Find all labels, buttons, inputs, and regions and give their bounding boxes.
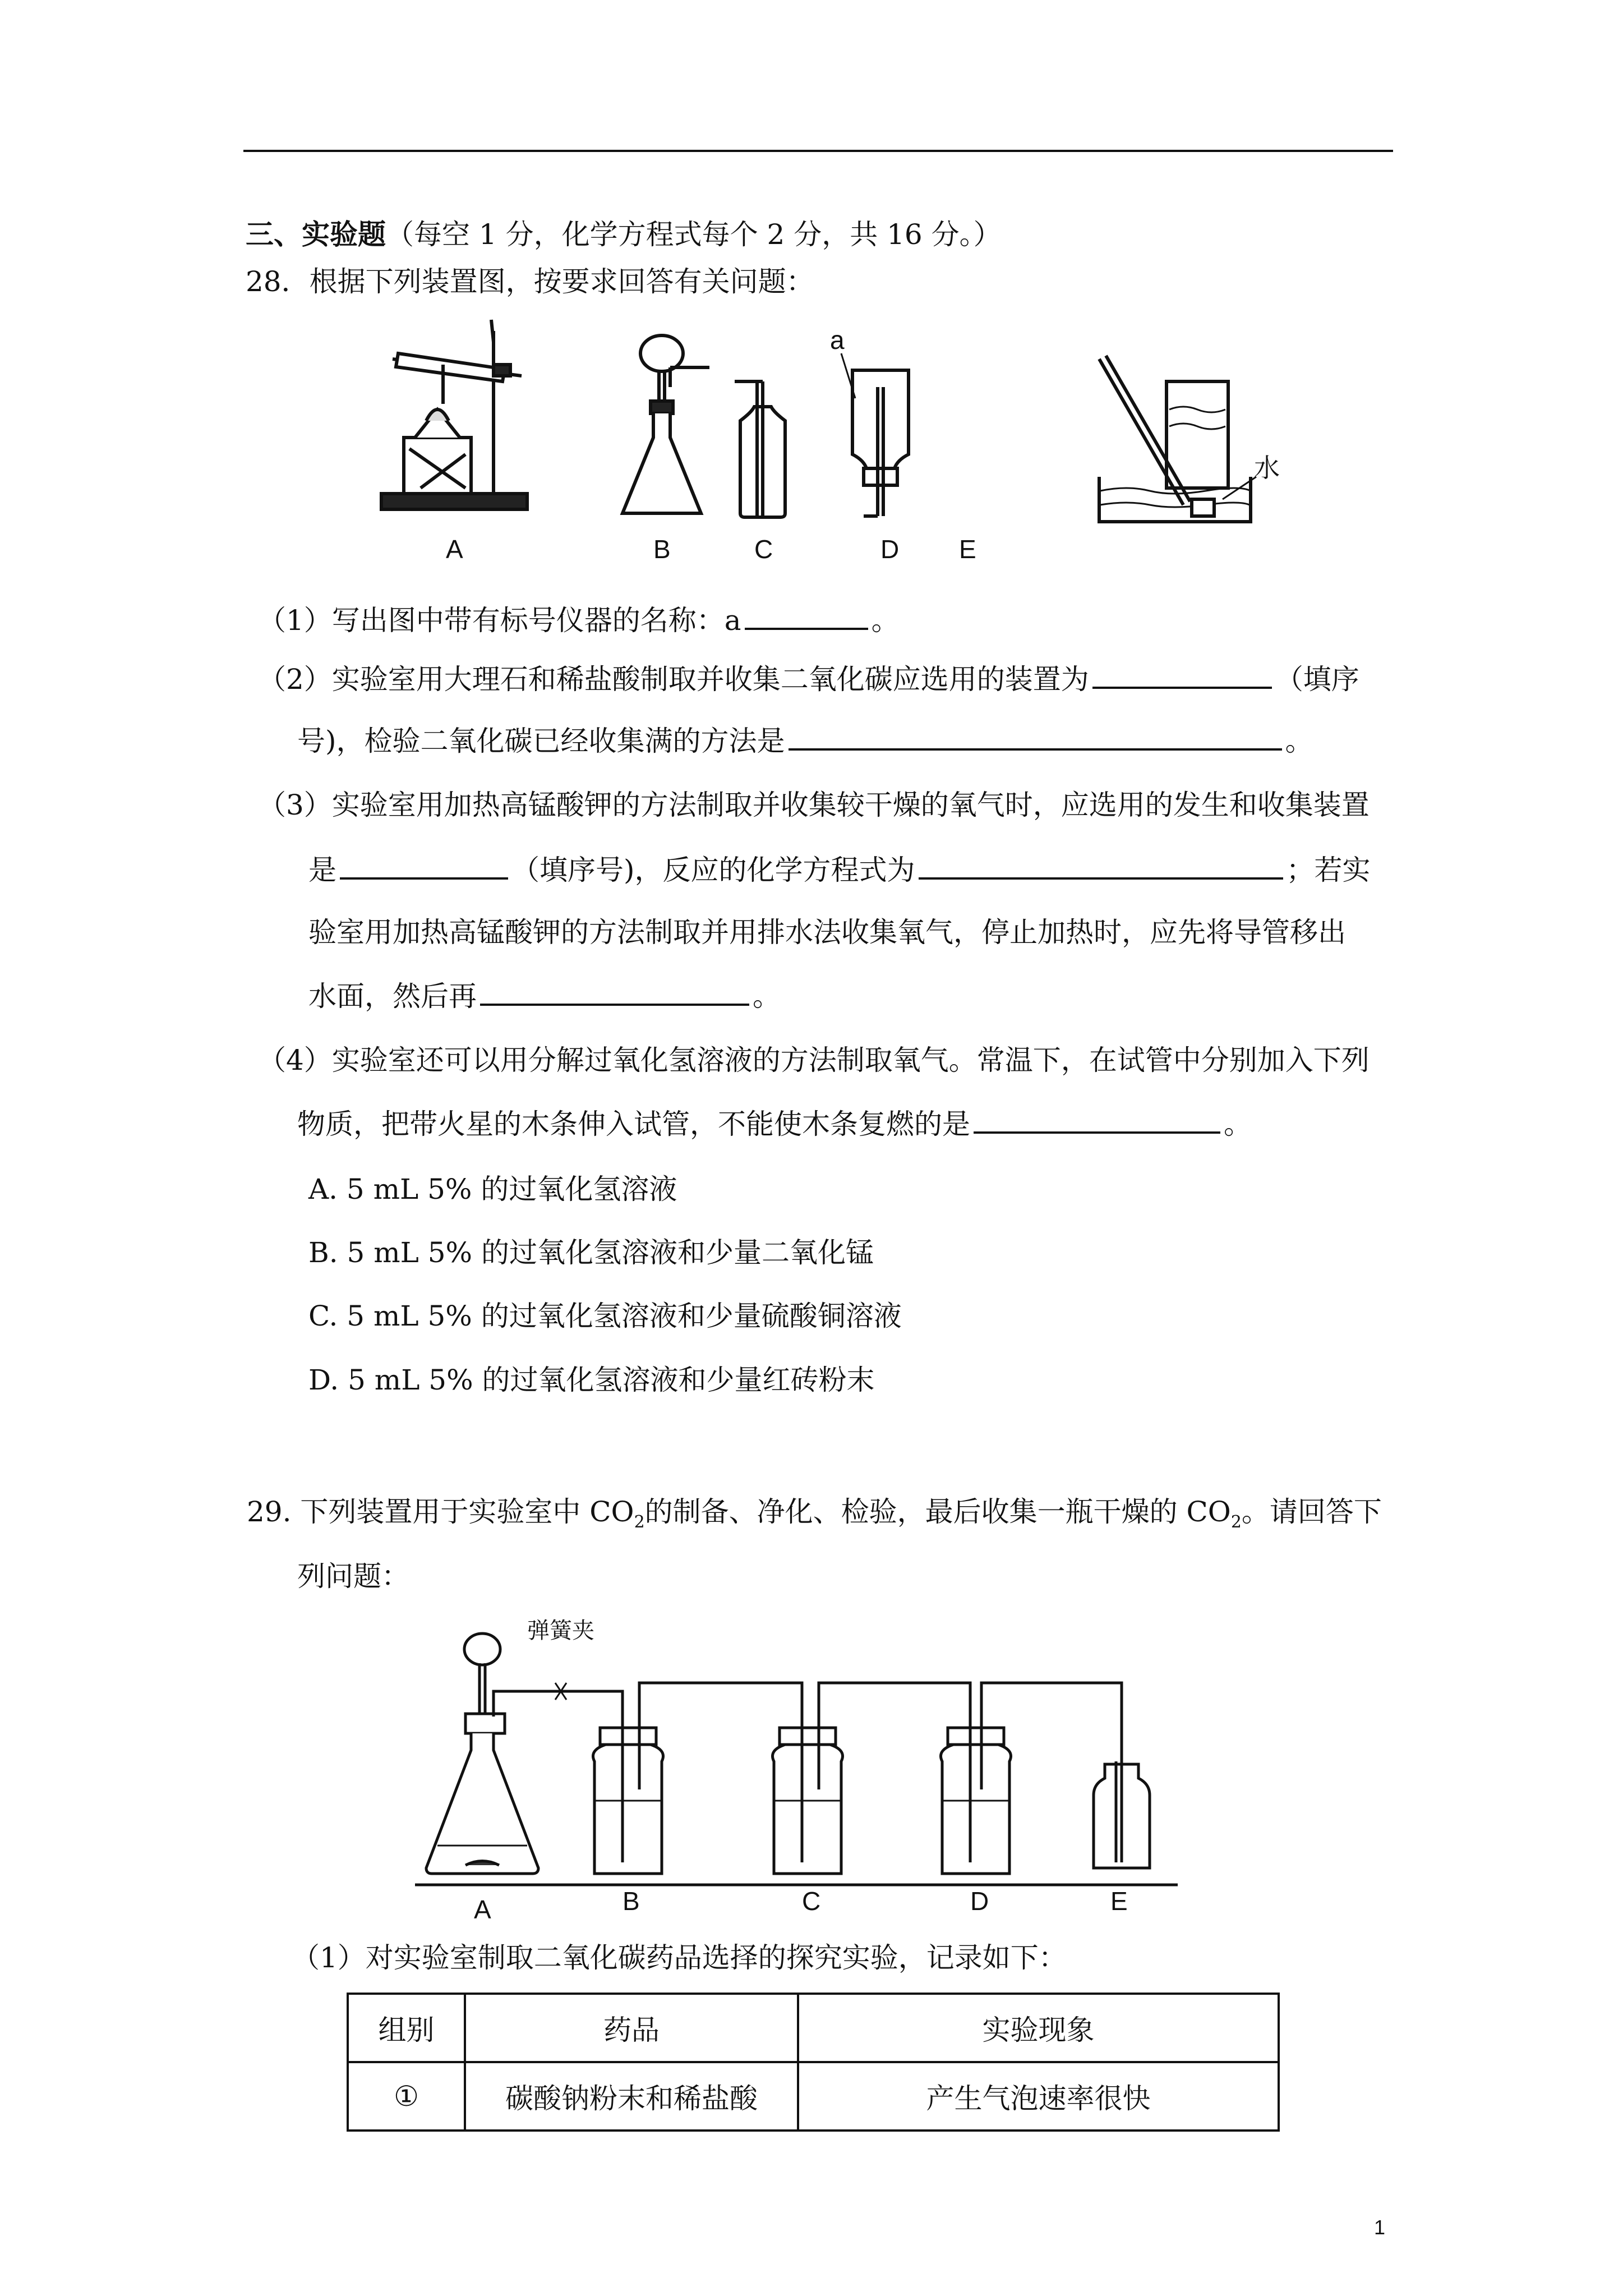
q28-part2-text-b: （填序 <box>1275 663 1359 696</box>
section-note: （每空 1 分，化学方程式每个 2 分，共 16 分。） <box>386 218 1002 251</box>
q28-option-c: C. 5 mL 5% 的过氧化氢溶液和少量硫酸铜溶液 <box>308 1300 902 1332</box>
q28-part3-text-d: ；若实 <box>1286 854 1371 886</box>
q28-part4-end: 。 <box>1224 1108 1252 1140</box>
q29-stem-a: 29. 下列装置用于实验室中 CO <box>247 1496 634 1528</box>
q29-sub-a: 2 <box>634 1512 645 1532</box>
apparatus-d <box>841 353 909 516</box>
table-cell-phenomenon: 产生气泡速率很快 <box>798 2062 1279 2131</box>
apparatus-e <box>1094 337 1284 539</box>
q29-fig-labels <box>474 1887 1128 1924</box>
answer-blank-5[interactable] <box>919 853 1283 880</box>
q29-fig-label-b: B <box>623 1887 640 1916</box>
section-heading <box>246 218 1002 251</box>
table-cell-group: ① <box>348 2062 465 2131</box>
q28-part3-line1: （3）实验室用加热高锰酸钾的方法制取并收集较干燥的氧气时，应选用的发生和收集装置 <box>258 789 1370 821</box>
q29-stem-b: 的制备、净化、检验，最后收集一瓶干燥的 CO <box>644 1496 1231 1528</box>
q29-stem-line1 <box>247 1495 1382 1539</box>
q28-stem: 28．根据下列装置图，按要求回答有关问题： <box>246 265 814 298</box>
water-label: 水 <box>1254 453 1280 482</box>
table-cell-reagent: 碳酸钠粉末和稀盐酸 <box>465 2062 798 2131</box>
label-a: a <box>830 325 845 355</box>
q29-sub-b: 2 <box>1230 1512 1242 1532</box>
q29-fig-label-c: C <box>802 1887 821 1916</box>
table-row <box>348 2062 1279 2131</box>
q28-option-d: D. 5 mL 5% 的过氧化氢溶液和少量红砖粉末 <box>308 1364 875 1396</box>
q28-part2-line1 <box>258 662 1359 696</box>
q28-part3-text-b: 是 <box>308 854 336 886</box>
apparatus-a <box>381 320 527 509</box>
section-title: 三、实验题 <box>246 218 386 251</box>
q28-fig-labels <box>446 535 976 564</box>
q28-part1 <box>258 603 900 637</box>
q29-apparatus-figure <box>415 1616 1200 1930</box>
table-header-phenomenon: 实验现象 <box>798 1994 1279 2062</box>
answer-blank-4[interactable] <box>340 853 508 880</box>
table-header-reagent: 药品 <box>465 1994 798 2062</box>
q28-part2-line2 <box>297 724 1313 758</box>
answer-blank-6[interactable] <box>480 979 749 1006</box>
table-header-row <box>348 1994 1279 2062</box>
fig-label-c: C <box>754 535 773 564</box>
q28-part2-end: 。 <box>1285 725 1313 757</box>
table-header-group: 组别 <box>348 1994 465 2062</box>
q29-fig-label-d: D <box>970 1887 989 1916</box>
q28-part3-line3: 验室用加热高锰酸钾的方法制取并用排水法收集氧气，停止加热时，应先将导管移出 <box>308 916 1346 949</box>
q28-part3-line4 <box>308 979 781 1013</box>
q28-part3-text-f: 水面，然后再 <box>308 980 477 1013</box>
q29-stem-c: 。请回答下 <box>1241 1496 1382 1528</box>
answer-blank-2[interactable] <box>1092 662 1272 689</box>
apparatus-b <box>623 335 709 513</box>
q28-part2-text: （2）实验室用大理石和稀盐酸制取并收集二氧化碳应选用的装置为 <box>258 663 1089 696</box>
fig-label-b: B <box>653 535 671 564</box>
apparatus-c <box>735 381 785 517</box>
q28-option-a: A. 5 mL 5% 的过氧化氢溶液 <box>308 1173 677 1205</box>
q28-part1-text: （1）写出图中带有标号仪器的名称：a <box>258 604 741 637</box>
q28-part4-line1: （4）实验室还可以用分解过氧化氢溶液的方法制取氧气。常温下，在试管中分别加入下列 <box>258 1044 1370 1076</box>
q29-table <box>347 1993 1280 2132</box>
q28-part1-end: 。 <box>871 604 900 637</box>
q28-part4-line2 <box>297 1107 1252 1141</box>
q28-part4-text-b: 物质，把带火星的木条伸入试管，不能使木条复燃的是 <box>297 1108 970 1140</box>
q28-apparatus-figure <box>359 309 987 572</box>
q29-fig-label-a: A <box>474 1895 491 1924</box>
q28-part3-end: 。 <box>753 980 781 1013</box>
clip-label: 弹簧夹 <box>527 1618 594 1643</box>
q28-option-b: B. 5 mL 5% 的过氧化氢溶液和少量二氧化锰 <box>308 1236 874 1269</box>
q29-part1: （1）对实验室制取二氧化碳药品选择的探究实验，记录如下： <box>292 1941 1067 1974</box>
fig-label-d: D <box>880 535 900 564</box>
q28-part3-text-c: （填序号)，反应的化学方程式为 <box>511 854 915 886</box>
header-rule <box>243 150 1393 152</box>
q29-fig-label-e: E <box>1110 1887 1128 1916</box>
q29-stem-line2: 列问题： <box>297 1560 409 1593</box>
q28-part3-line2 <box>308 853 1371 887</box>
page-number: 1 <box>1374 2216 1386 2239</box>
answer-blank-1[interactable] <box>745 603 868 630</box>
answer-blank-7[interactable] <box>974 1107 1220 1134</box>
fig-label-e: E <box>959 535 976 564</box>
q28-part2-text-c: 号)，检验二氧化碳已经收集满的方法是 <box>297 725 785 757</box>
fig-label-a: A <box>446 535 463 564</box>
answer-blank-3[interactable] <box>789 724 1282 751</box>
